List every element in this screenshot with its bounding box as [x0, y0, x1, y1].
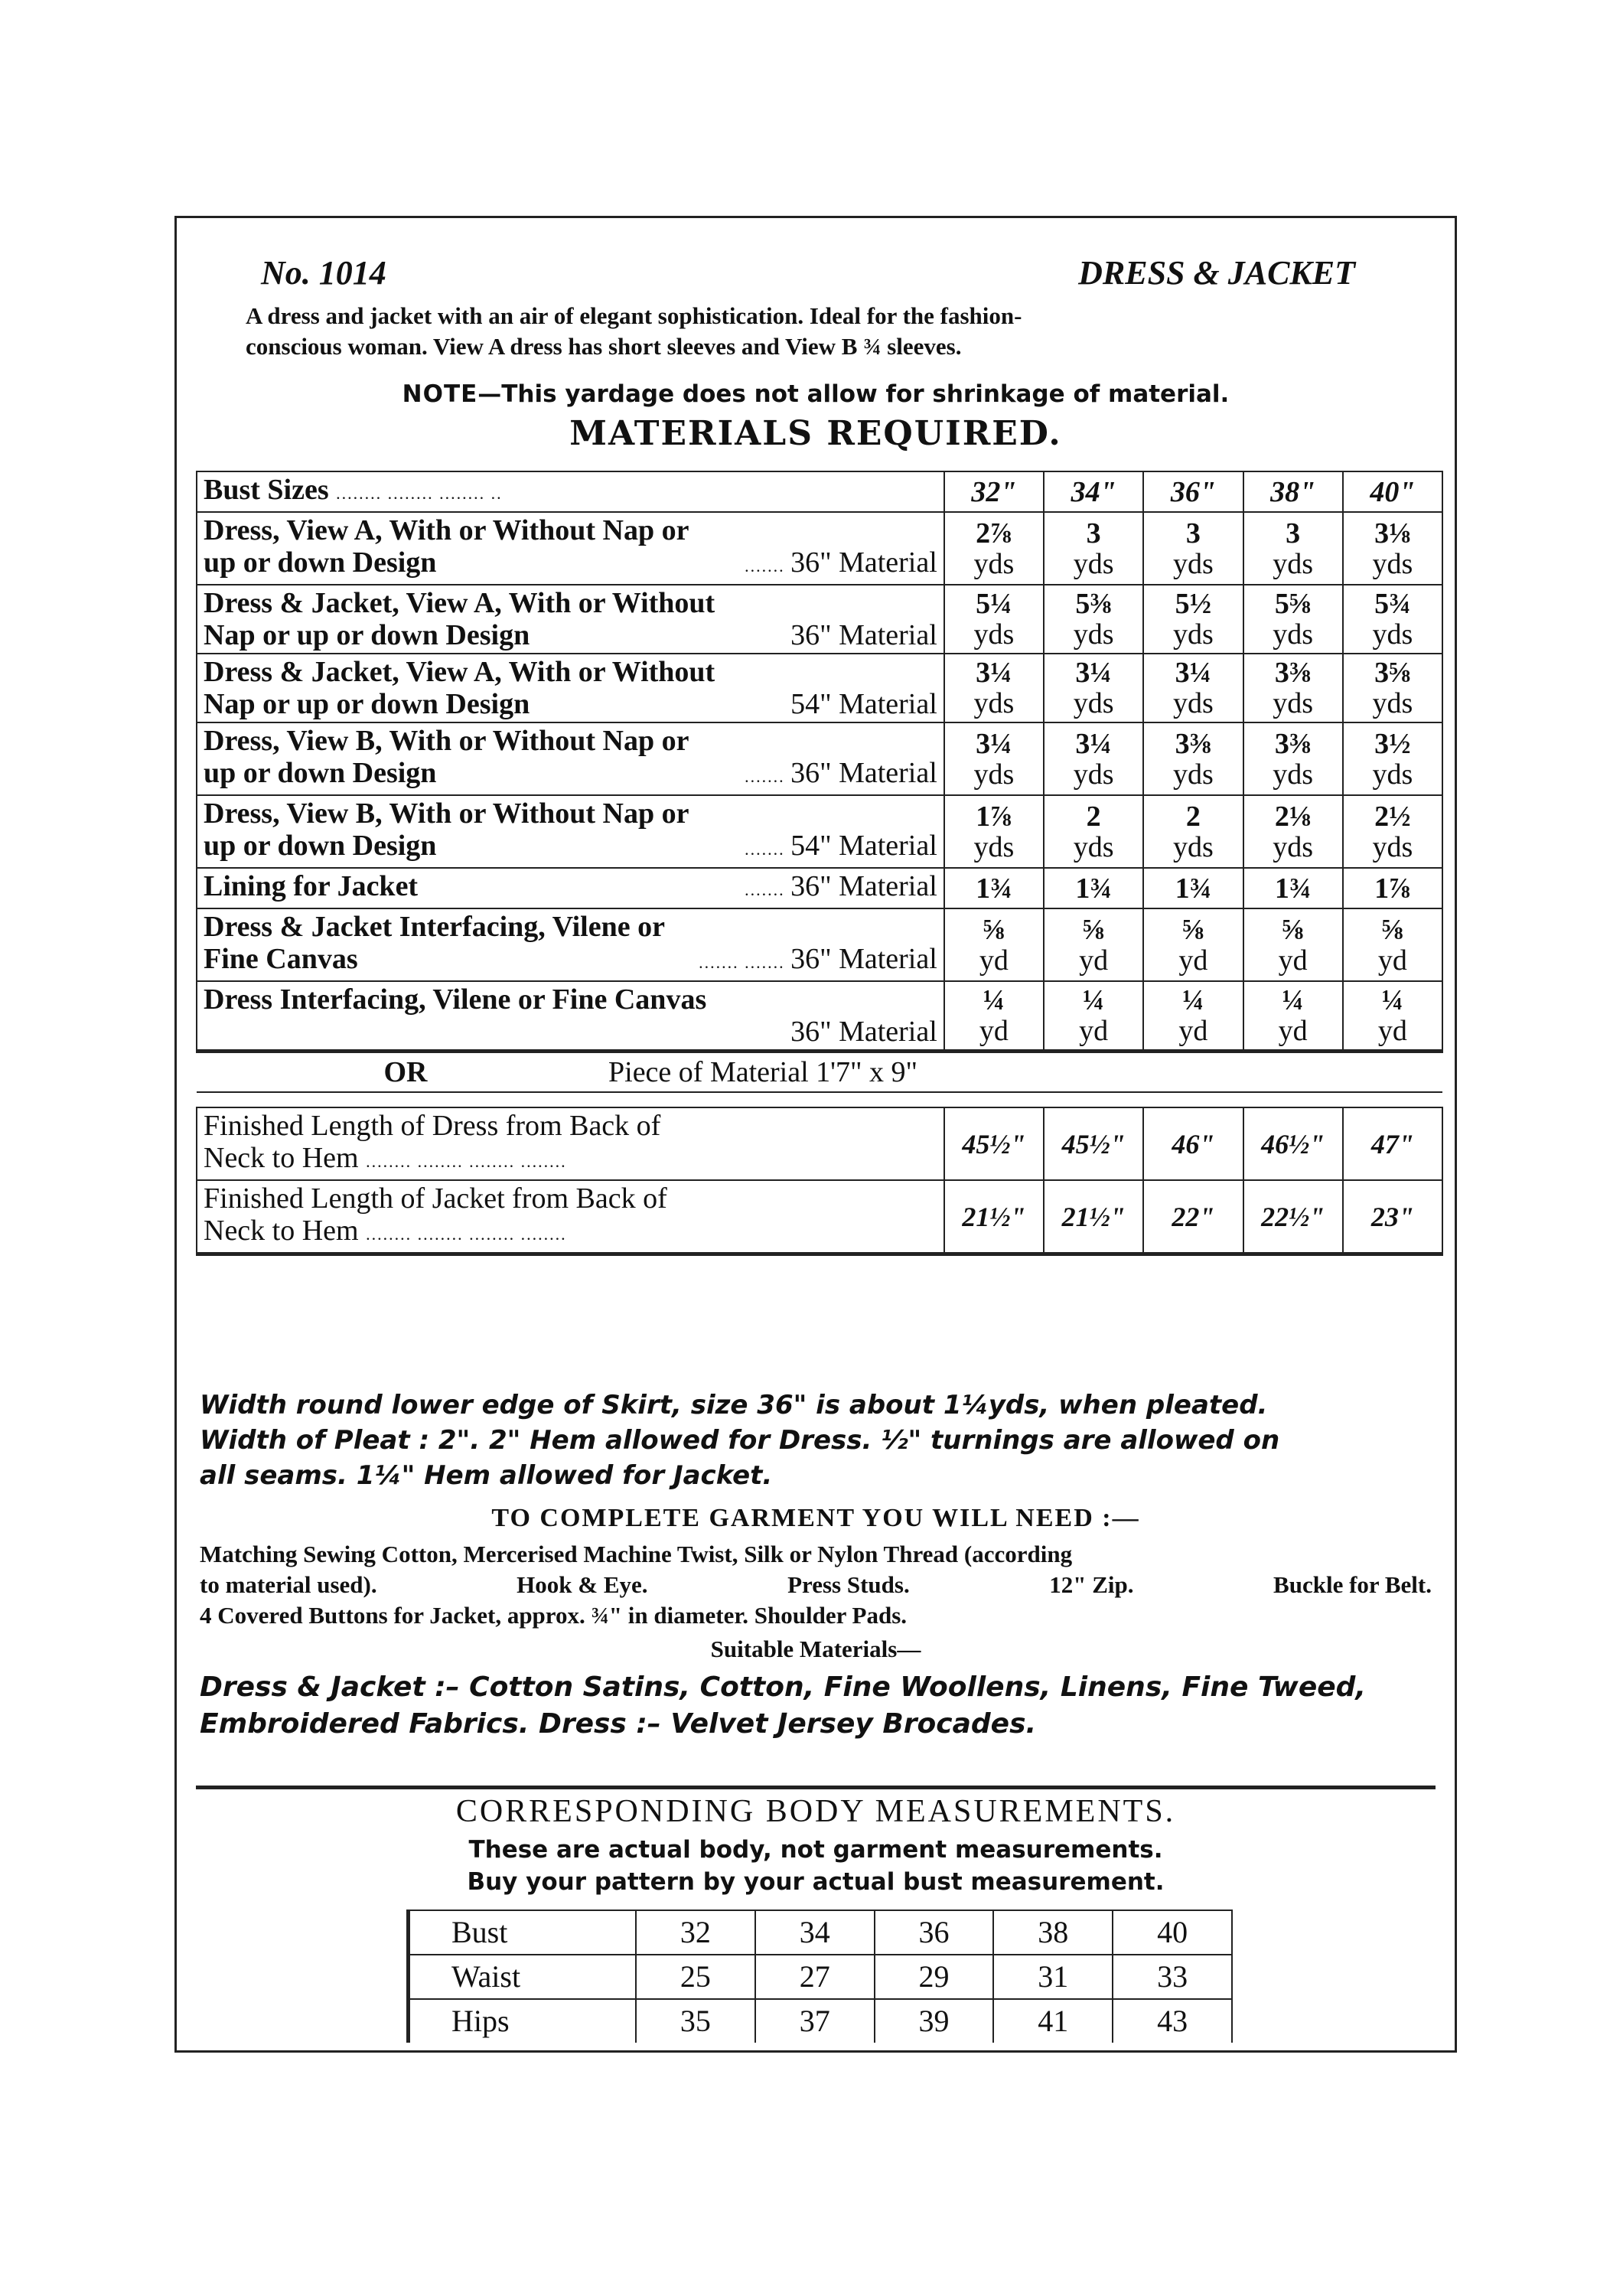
measurement-cell: 34 [755, 1910, 875, 1955]
yardage-cell: 3 yds [1243, 512, 1343, 585]
measurement-cell: 43 [1113, 1999, 1232, 2043]
yardage-cell: ¼ yd [1143, 981, 1243, 1052]
description-line: conscious woman. View A dress has short sleeves and View B ¾ sleeves. [246, 333, 962, 360]
length-cell: 45½" [944, 1107, 1044, 1180]
notions-line: Matching Sewing Cotton, Mercerised Machine Twist, Silk or Nylon Thread (according [200, 1541, 1073, 1567]
yardage-cell: 3⅛ yds [1343, 512, 1442, 585]
measurement-cell: 31 [993, 1955, 1113, 1999]
bust-size-cell: 34" [1044, 471, 1143, 512]
yardage-cell: ¼ yd [1044, 981, 1143, 1052]
yardage-cell: 3¼ yds [1044, 654, 1143, 722]
yardage-cell: 1¾ [1044, 868, 1143, 908]
yardage-cell: 1¾ [944, 868, 1044, 908]
materials-title: MATERIALS REQUIRED. [569, 414, 1062, 453]
suitable-materials-title: Suitable Materials— [710, 1636, 921, 1662]
yardage-cell: 2½ yds [1343, 795, 1442, 868]
length-cell: 46½" [1243, 1107, 1343, 1180]
measurement-row [409, 1910, 1233, 1955]
bust-size-cell: 40" [1343, 471, 1442, 512]
pattern-number: No. 1014 [261, 254, 386, 292]
spacer-row [197, 1092, 1442, 1107]
material-label: Dress, View A, With or Without Nap or up or down Design ....... 36" Material [197, 512, 944, 585]
suitable-line: Embroidered Fabrics. Dress :– Velvet Jersey Brocades. [200, 1708, 1037, 1740]
yardage-cell: 3¼ yds [944, 654, 1044, 722]
suitable-materials [200, 1669, 1432, 1743]
measurement-row [409, 1955, 1233, 1999]
yardage-cell: ¼ yd [944, 981, 1044, 1052]
material-label: Dress, View B, With or Without Nap or up or down Design ....... 54" Material [197, 795, 944, 868]
yardage-cell: ¼ yd [1343, 981, 1442, 1052]
section-divider [196, 1786, 1436, 1789]
length-cell: 45½" [1044, 1107, 1143, 1180]
lining-row [197, 868, 1442, 908]
body-measurements-table [406, 1910, 1233, 2043]
yardage-cell: ¼ yd [1243, 981, 1343, 1052]
material-row [197, 722, 1442, 795]
body-measurements-note: These are actual body, not garment measurements. [468, 1836, 1163, 1864]
measurement-cell: 40 [1113, 1910, 1232, 1955]
length-cell: 21½" [1044, 1180, 1143, 1254]
note-line: Width of Pleat : 2". 2" Hem allowed for Dress. ½" turnings are allowed on [200, 1425, 1280, 1456]
bust-size-cell: 32" [944, 471, 1044, 512]
measurement-cell: 38 [993, 1910, 1113, 1955]
measurement-cell: 37 [755, 1999, 875, 2043]
notions-line: 4 Covered Buttons for Jacket, approx. ¾" in diameter. Shoulder Pads. [200, 1602, 908, 1629]
yardage-cell: 3⅜ yds [1143, 722, 1243, 795]
construction-notes [200, 1388, 1432, 1493]
notions-list [200, 1539, 1432, 1631]
yardage-cell: 5¾ yds [1343, 585, 1442, 654]
yardage-cell: 1¾ [1243, 868, 1343, 908]
yardage-cell: 3½ yds [1343, 722, 1442, 795]
lining-label: Lining for Jacket ....... 36" Material [197, 868, 944, 908]
body-measurements-note: Buy your pattern by your actual bust measurement. [467, 1868, 1165, 1896]
yardage-cell: 3 yds [1044, 512, 1143, 585]
note-text: —This yardage does not allow for shrinkage of material. [477, 380, 1230, 408]
length-cell: 47" [1343, 1107, 1442, 1180]
yardage-cell: 2 yds [1044, 795, 1143, 868]
length-cell: 22½" [1243, 1180, 1343, 1254]
pattern-description [246, 301, 1386, 362]
measurement-cell: 33 [1113, 1955, 1232, 1999]
yardage-cell: 3⅜ yds [1243, 722, 1343, 795]
finished-jacket-row [197, 1180, 1442, 1254]
length-cell: 46" [1143, 1107, 1243, 1180]
dress-interfacing-label: Dress Interfacing, Vilene or Fine Canvas 36" Material [197, 981, 944, 1052]
material-label: Dress & Jacket, View A, With or Without Nap or up or down Design 54" Material [197, 654, 944, 722]
measurement-cell: 36 [875, 1910, 994, 1955]
measurement-cell: 29 [875, 1955, 994, 1999]
pattern-sheet [174, 216, 1457, 2053]
material-row [197, 654, 1442, 722]
measurement-label: Waist [409, 1955, 637, 1999]
yardage-cell: 3 yds [1143, 512, 1243, 585]
yardage-cell: 1¾ [1143, 868, 1243, 908]
note-line: all seams. 1¼" Hem allowed for Jacket. [200, 1460, 773, 1491]
measurement-row [409, 1999, 1233, 2043]
yardage-cell: 5¼ yds [944, 585, 1044, 654]
measurement-cell: 35 [636, 1999, 755, 2043]
material-row [197, 512, 1442, 585]
yardage-cell: 5½ yds [1143, 585, 1243, 654]
measurement-cell: 32 [636, 1910, 755, 1955]
materials-table [196, 471, 1443, 1256]
material-row [197, 585, 1442, 654]
bust-size-cell: 36" [1143, 471, 1243, 512]
notions-title: TO COMPLETE GARMENT YOU WILL NEED :— [491, 1504, 1140, 1532]
length-cell: 23" [1343, 1180, 1442, 1254]
shrinkage-note [177, 380, 1455, 408]
yardage-cell: 3⅜ yds [1243, 654, 1343, 722]
measurement-cell: 41 [993, 1999, 1113, 2043]
yardage-cell: 5⅝ yds [1243, 585, 1343, 654]
length-cell: 21½" [944, 1180, 1044, 1254]
yardage-cell: 3⅝ yds [1343, 654, 1442, 722]
yardage-cell: 2 yds [1143, 795, 1243, 868]
pattern-title: DRESS & JACKET [1078, 254, 1355, 292]
finished-dress-row [197, 1107, 1442, 1180]
measurement-cell: 25 [636, 1955, 755, 1999]
description-line: A dress and jacket with an air of elegant sophistication. Ideal for the fashion- [246, 302, 1022, 329]
material-label: Dress & Jacket, View A, With or Without Nap or up or down Design 36" Material [197, 585, 944, 654]
measurement-cell: 27 [755, 1955, 875, 1999]
yardage-cell: 3¼ yds [944, 722, 1044, 795]
yardage-cell: ⅝ yd [1143, 908, 1243, 981]
material-row [197, 795, 1442, 868]
yardage-cell: 3¼ yds [1143, 654, 1243, 722]
yardage-cell: ⅝ yd [944, 908, 1044, 981]
yardage-cell: 1⅞ yds [944, 795, 1044, 868]
note-line: Width round lower edge of Skirt, size 36" is about 1¼yds, when pleated. [200, 1390, 1268, 1420]
yardage-cell: 1⅞ [1343, 868, 1442, 908]
yardage-cell: ⅝ yd [1044, 908, 1143, 981]
or-row [197, 1052, 1442, 1093]
measurement-label: Bust [409, 1910, 637, 1955]
interfacing-label: Dress & Jacket Interfacing, Vilene or Fine Canvas ....... ....... 36" Material [197, 908, 944, 981]
yardage-cell: 5⅜ yds [1044, 585, 1143, 654]
yardage-cell: 2⅞ yds [944, 512, 1044, 585]
material-label: Dress, View B, With or Without Nap or up or down Design ....... 36" Material [197, 722, 944, 795]
dress-interfacing-row [197, 981, 1442, 1052]
yardage-cell: 3¼ yds [1044, 722, 1143, 795]
suitable-line: Dress & Jacket :– Cotton Satins, Cotton, Fine Woollens, Linens, Fine Tweed, [200, 1671, 1367, 1703]
yardage-cell: ⅝ yd [1343, 908, 1442, 981]
header-row [261, 253, 1355, 299]
measurement-cell: 39 [875, 1999, 994, 2043]
finished-jacket-label: Finished Length of Jacket from Back of Neck to Hem ........ ........ ........ ........ [197, 1180, 944, 1254]
yardage-cell: ⅝ yd [1243, 908, 1343, 981]
bust-sizes-label: Bust Sizes ........ ........ ........ .. [197, 471, 944, 512]
bust-sizes-row [197, 471, 1442, 512]
bust-size-cell: 38" [1243, 471, 1343, 512]
finished-dress-label: Finished Length of Dress from Back of Neck to Hem ........ ........ ........ ........ [197, 1107, 944, 1180]
measurement-label: Hips [409, 1999, 637, 2043]
interfacing-row [197, 908, 1442, 981]
note-label: NOTE [402, 380, 478, 408]
body-measurements-title: CORRESPONDING BODY MEASUREMENTS. [455, 1794, 1176, 1829]
or-label: OR [383, 1056, 428, 1088]
notions-line: to material used). Hook & Eye. Press Studs. 12" Zip. Buckle for Belt. [200, 1571, 1432, 1598]
yardage-cell: 2⅛ yds [1243, 795, 1343, 868]
piece-of-material: Piece of Material 1'7" x 9" [608, 1056, 918, 1088]
length-cell: 22" [1143, 1180, 1243, 1254]
